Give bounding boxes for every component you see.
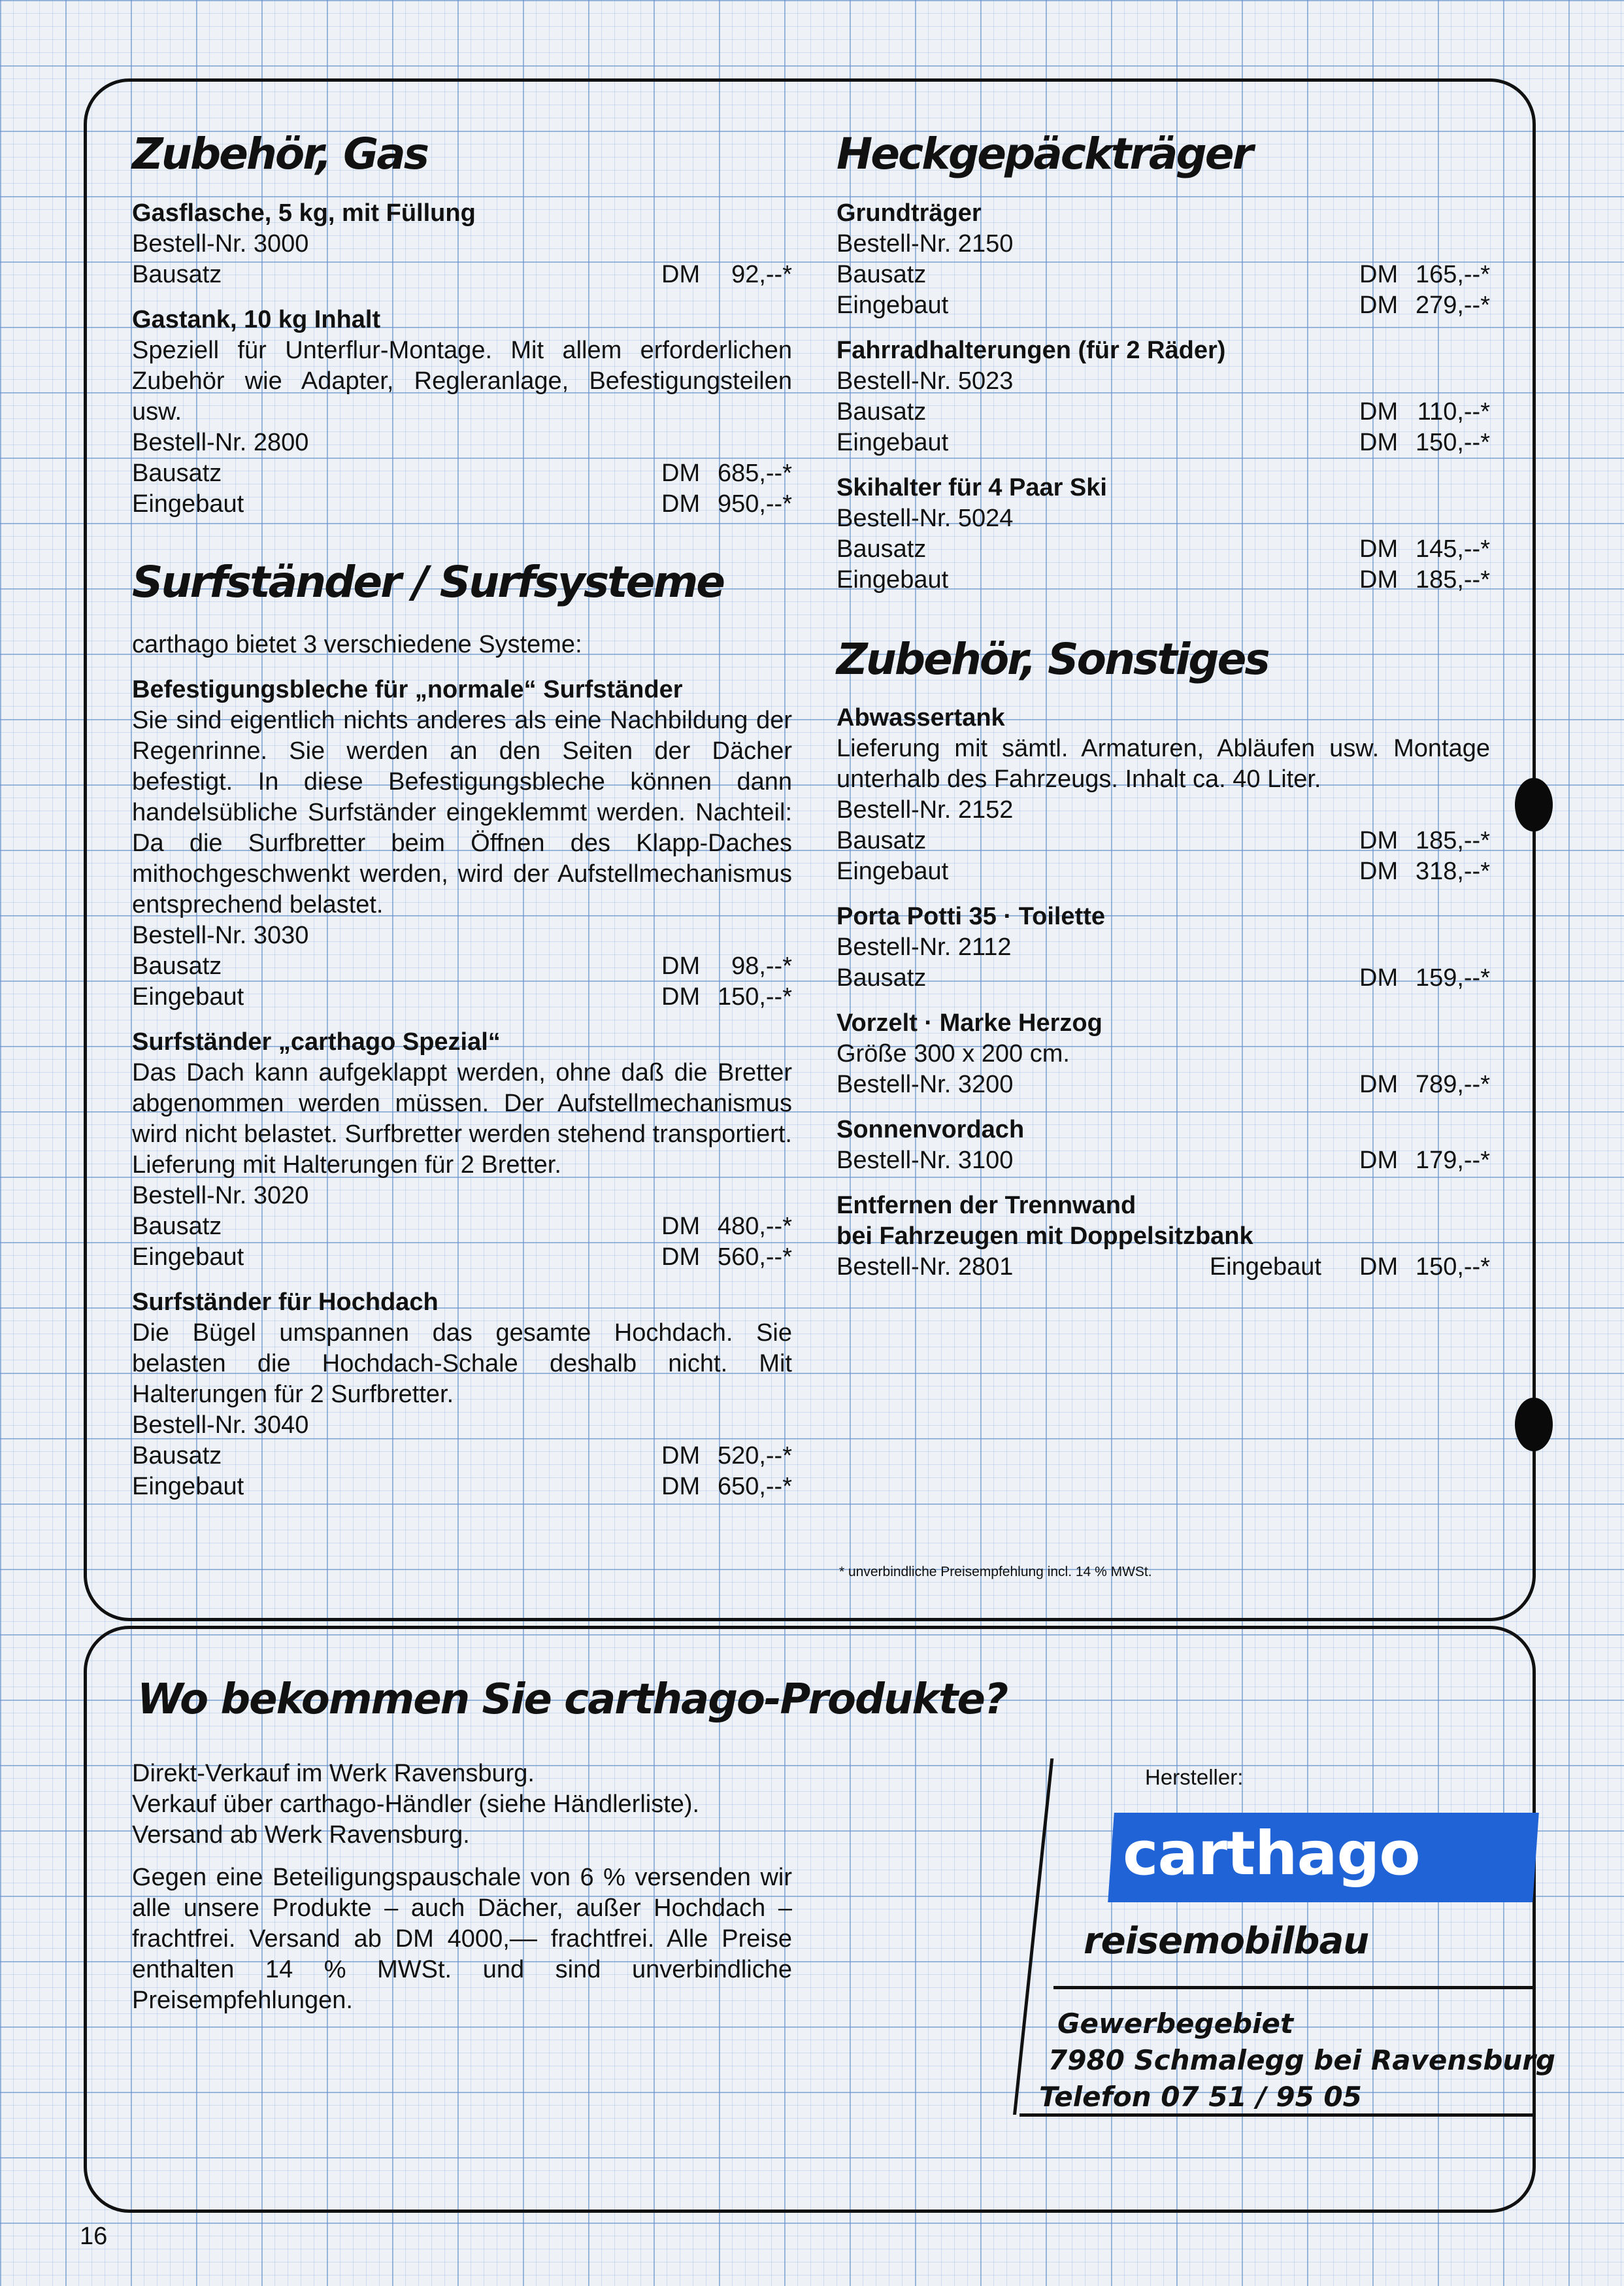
item-title: Surfständer für Hochdach bbox=[132, 1288, 439, 1317]
price-amount: 685,--* bbox=[717, 459, 792, 487]
price-row bbox=[837, 565, 1490, 596]
price-label: Bausatz bbox=[837, 535, 927, 563]
where-paragraph: Direkt-Verkauf im Werk Ravensburg. Verkauf über carthago-Händler (siehe Händlerliste). Versand ab Werk Ravensburg. bbox=[132, 1760, 700, 1849]
company-logo: carthago bbox=[1123, 1819, 1420, 1889]
right-column bbox=[837, 131, 1490, 1283]
order-number: Bestell-Nr. 3030 bbox=[132, 922, 309, 950]
item-title: Grundträger bbox=[837, 199, 982, 227]
manufacturer-label: Hersteller: bbox=[1145, 1765, 1244, 1789]
item-description: Sie sind eigentlich nichts anderes als eine Nachbildung der Regenrinne. Sie werden an den Seiten der Dächer befestigt. In diese Befestigungsbleche können dann handelsübliche Surfständer eingeklemmt werden. Nachteil: Da die Surfbretter beim Öffnen des Klapp-Daches mithochgeschwenkt werden, wird der Aufstellmechanismus entsprechend belastet. bbox=[132, 707, 792, 919]
price-currency: DM bbox=[1359, 291, 1399, 319]
price-amount: 110,--* bbox=[1417, 397, 1490, 426]
catalog-item bbox=[837, 901, 1490, 994]
catalog-item bbox=[837, 1008, 1490, 1100]
item-title: Befestigungsbleche für „normale“ Surfständer bbox=[132, 676, 683, 704]
price-currency: DM bbox=[1359, 1071, 1399, 1099]
price-currency: DM bbox=[661, 983, 701, 1011]
price-amount: 150,--* bbox=[1415, 428, 1490, 456]
where-paragraph: Gegen eine Beteiligungspauschale von 6 % versenden wir alle unsere Produkte – auch Dächer, außer Hochdach – frachtfrei. Versand ab DM 4000,–– frachtfrei. Alle Preise enthalten 14 % MWSt. und sind unverbindliche Preisempfehlungen. bbox=[132, 1864, 792, 2014]
where-heading: Wo bekommen Sie carthago-Produkte? bbox=[137, 1675, 1008, 1724]
price-note: Eingebaut bbox=[1209, 1253, 1321, 1281]
price-amount: 150,--* bbox=[717, 983, 792, 1011]
price-amount: 789,--* bbox=[1415, 1071, 1490, 1099]
catalog-item bbox=[132, 675, 792, 1013]
price-label: Bausatz bbox=[837, 397, 927, 426]
binder-hole bbox=[1515, 1398, 1553, 1451]
price-currency: DM bbox=[661, 952, 701, 981]
price-row bbox=[132, 458, 792, 489]
item-line: Bestell-Nr. 2150 bbox=[837, 229, 1014, 258]
price-currency: DM bbox=[661, 1243, 701, 1271]
company-subtitle: reisemobilbau bbox=[1084, 1920, 1369, 1962]
catalog-item bbox=[132, 305, 792, 520]
item-description: Lieferung mit sämtl. Armaturen, Abläufen usw. Montage unterhalb des Fahrzeugs. Inhalt ca. 40 Liter. bbox=[837, 735, 1490, 794]
price-amount: 150,--* bbox=[1415, 1253, 1490, 1281]
order-number: Bestell-Nr. 2152 bbox=[837, 796, 1014, 824]
price-label: Bausatz bbox=[837, 260, 927, 288]
price-label: Bausatz bbox=[132, 952, 222, 981]
item-title: Abwassertank bbox=[837, 704, 1005, 732]
catalog-item bbox=[837, 335, 1490, 458]
address-line: Telefon 07 51 / 95 05 bbox=[1039, 2081, 1362, 2113]
price-amount: 318,--* bbox=[1415, 858, 1490, 886]
price-row bbox=[132, 1471, 792, 1502]
section-heading: Zubehör, Gas bbox=[132, 129, 428, 179]
price-amount: 165,--* bbox=[1415, 260, 1490, 288]
item-line: Bestell-Nr. 2112 bbox=[837, 933, 1012, 962]
address-line: Gewerbegebiet bbox=[1057, 2008, 1294, 2040]
price-row bbox=[837, 428, 1490, 458]
item-line: Bestell-Nr. 5023 bbox=[837, 367, 1014, 395]
address-line: 7980 Schmalegg bei Ravensburg bbox=[1048, 2044, 1556, 2076]
price-row bbox=[132, 951, 792, 982]
order-number: Bestell-Nr. 3020 bbox=[132, 1182, 309, 1210]
price-amount: 480,--* bbox=[717, 1213, 792, 1241]
where-text bbox=[132, 1758, 792, 2028]
item-description: Die Bügel umspannen das gesamte Hochdach. Sie belasten die Hochdach-Schale deshalb nicht. Mit Halterungen für 2 Surfbretter. bbox=[132, 1319, 792, 1409]
logo-rule bbox=[1053, 1986, 1536, 1989]
catalog-item bbox=[132, 198, 792, 290]
price-currency: DM bbox=[1359, 858, 1399, 886]
price-currency: DM bbox=[1359, 397, 1399, 426]
price-currency: DM bbox=[661, 490, 701, 518]
price-label: Bestell-Nr. 3100 bbox=[837, 1147, 1014, 1175]
price-label: Bausatz bbox=[132, 1213, 222, 1241]
catalog-item bbox=[132, 1287, 792, 1502]
price-currency: DM bbox=[661, 459, 701, 487]
item-title: Entfernen der Trennwand bbox=[837, 1192, 1136, 1220]
price-row bbox=[132, 260, 792, 290]
price-row bbox=[837, 826, 1490, 856]
price-label: Eingebaut bbox=[837, 428, 949, 456]
price-label: Eingebaut bbox=[132, 1473, 244, 1501]
price-row bbox=[837, 260, 1490, 290]
price-row bbox=[837, 963, 1490, 994]
price-label: Eingebaut bbox=[837, 858, 949, 886]
price-amount: 159,--* bbox=[1415, 964, 1490, 992]
price-row bbox=[837, 290, 1490, 321]
price-row bbox=[132, 489, 792, 520]
price-currency: DM bbox=[1359, 1147, 1399, 1175]
footnote: * unverbindliche Preisempfehlung incl. 14 % MWSt. bbox=[839, 1564, 1152, 1579]
catalog-item bbox=[837, 198, 1490, 321]
price-row bbox=[132, 982, 792, 1013]
item-title: Sonnenvordach bbox=[837, 1116, 1025, 1144]
price-label: Eingebaut bbox=[837, 565, 949, 594]
price-currency: DM bbox=[1359, 964, 1399, 992]
price-row bbox=[837, 1252, 1490, 1283]
price-label: Bestell-Nr. 3200 bbox=[837, 1071, 1014, 1099]
left-column bbox=[132, 131, 792, 1502]
price-row bbox=[132, 1242, 792, 1273]
binder-hole bbox=[1515, 778, 1553, 832]
company-address bbox=[1039, 2006, 1555, 2115]
price-label: Eingebaut bbox=[837, 291, 949, 319]
price-row bbox=[837, 534, 1490, 565]
price-row bbox=[132, 1211, 792, 1242]
price-label: Bausatz bbox=[132, 260, 222, 288]
price-amount: 185,--* bbox=[1415, 827, 1490, 855]
price-currency: DM bbox=[1359, 428, 1399, 456]
price-currency: DM bbox=[661, 1473, 701, 1501]
price-amount: 950,--* bbox=[717, 490, 792, 518]
price-label: Bausatz bbox=[132, 1442, 222, 1470]
price-row bbox=[837, 1145, 1490, 1176]
price-row bbox=[837, 856, 1490, 887]
price-label: Bausatz bbox=[837, 827, 927, 855]
price-amount: 179,--* bbox=[1415, 1147, 1490, 1175]
price-currency: DM bbox=[661, 1442, 701, 1470]
price-currency: DM bbox=[1359, 1253, 1399, 1281]
item-title: Fahrradhalterungen (für 2 Räder) bbox=[837, 336, 1226, 364]
price-currency: DM bbox=[1359, 565, 1399, 594]
section-heading: Heckgepäckträger bbox=[837, 129, 1252, 179]
price-currency: DM bbox=[1359, 827, 1399, 855]
price-amount: 279,--* bbox=[1415, 291, 1490, 319]
catalog-item bbox=[132, 1027, 792, 1273]
item-title: Vorzelt · Marke Herzog bbox=[837, 1009, 1102, 1037]
price-label: Bausatz bbox=[132, 459, 222, 487]
item-title: Skihalter für 4 Paar Ski bbox=[837, 473, 1107, 501]
price-row bbox=[837, 397, 1490, 428]
item-line: bei Fahrzeugen mit Doppelsitzbank bbox=[837, 1222, 1253, 1251]
catalog-item bbox=[837, 1115, 1490, 1176]
order-number: Bestell-Nr. 3040 bbox=[132, 1411, 309, 1439]
price-currency: DM bbox=[661, 260, 701, 288]
price-label: Bausatz bbox=[837, 964, 927, 992]
price-amount: 560,--* bbox=[717, 1243, 792, 1271]
section-intro: carthago bietet 3 verschiedene Systeme: bbox=[132, 631, 582, 659]
item-description: Das Dach kann aufgeklappt werden, ohne daß die Bretter abgenommen werden müssen. Der Aufstellmechanismus wird nicht belastet. Surfbretter werden stehend transportiert. Lieferung mit Halterungen für 2 Bretter. bbox=[132, 1059, 792, 1179]
item-title: Porta Potti 35 · Toilette bbox=[837, 903, 1106, 931]
price-amount: 145,--* bbox=[1415, 535, 1490, 563]
price-amount: 650,--* bbox=[717, 1473, 792, 1501]
price-row bbox=[837, 1069, 1490, 1100]
price-label: Eingebaut bbox=[132, 1243, 244, 1271]
catalog-item bbox=[837, 1190, 1490, 1283]
price-amount: 520,--* bbox=[717, 1442, 792, 1470]
price-label: Eingebaut bbox=[132, 490, 244, 518]
page-number: 16 bbox=[80, 2223, 108, 2250]
price-row bbox=[132, 1441, 792, 1471]
catalog-item bbox=[837, 703, 1490, 887]
item-title: Gasflasche, 5 kg, mit Füllung bbox=[132, 199, 476, 227]
order-number: Bestell-Nr. 2800 bbox=[132, 428, 309, 456]
price-currency: DM bbox=[1359, 535, 1399, 563]
price-amount: 185,--* bbox=[1415, 565, 1490, 594]
item-description: Speziell für Unterflur-Montage. Mit allem erforderlichen Zubehör wie Adapter, Regleranlage, Befestigungsteilen usw. bbox=[132, 336, 792, 426]
price-label: Bestell-Nr. 2801 bbox=[837, 1253, 1014, 1281]
section-heading: Zubehör, Sonstiges bbox=[837, 633, 1268, 684]
price-amount: 98,--* bbox=[731, 952, 792, 981]
section-heading: Surfständer / Surfsysteme bbox=[132, 556, 723, 607]
price-amount: 92,--* bbox=[731, 260, 792, 288]
item-title: Surfständer „carthago Spezial“ bbox=[132, 1028, 501, 1056]
item-line: Bestell-Nr. 5024 bbox=[837, 504, 1014, 532]
catalog-item bbox=[837, 473, 1490, 596]
price-currency: DM bbox=[661, 1213, 701, 1241]
item-line: Größe 300 x 200 cm. bbox=[837, 1040, 1070, 1068]
item-title: Gastank, 10 kg Inhalt bbox=[132, 305, 381, 333]
item-line: Bestell-Nr. 3000 bbox=[132, 229, 309, 258]
price-currency: DM bbox=[1359, 260, 1399, 288]
price-label: Eingebaut bbox=[132, 983, 244, 1011]
